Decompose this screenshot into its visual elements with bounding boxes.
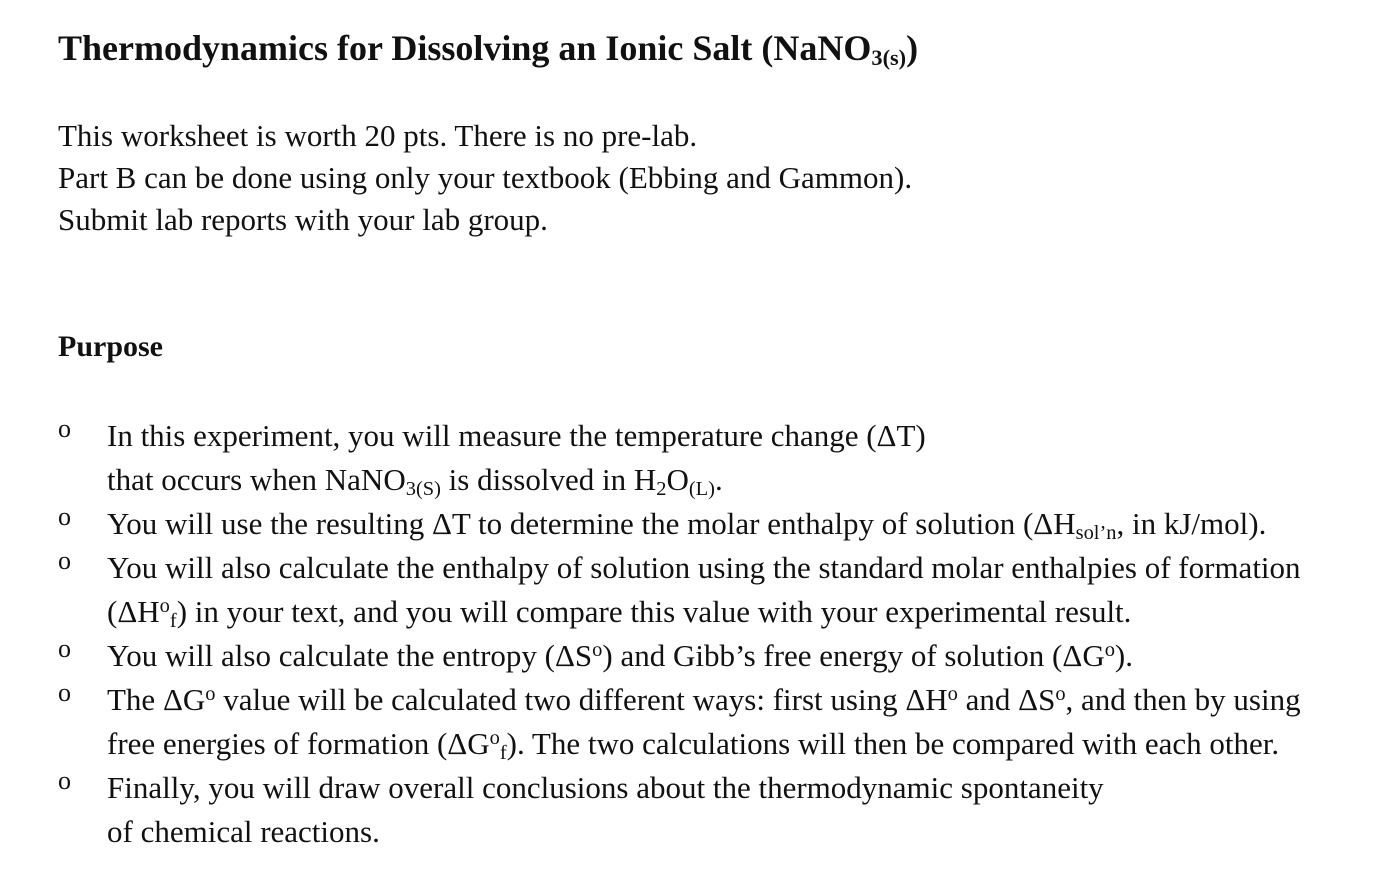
page-title xyxy=(58,24,918,72)
bullet-marker: o xyxy=(58,502,71,531)
item-line: that occurs when NaNO$_{3(S)}$ is dissolved in $H_2O_{(L)}$. xyxy=(107,462,723,501)
purpose-list xyxy=(58,414,1358,854)
purpose-item-enthalpy xyxy=(58,502,1358,546)
intro-line-points: This worksheet is worth 20 pts. There is no pre-lab. xyxy=(58,118,698,153)
purpose-item-measure xyxy=(58,414,1358,502)
purpose-item-entropy xyxy=(58,634,1358,678)
purpose-item-conclusions xyxy=(58,766,1358,854)
title-text: Thermodynamics for Dissolving an Ionic Salt (NaNO xyxy=(58,28,872,68)
intro-block xyxy=(58,115,912,241)
title-end: ) xyxy=(906,28,919,68)
item-line: In this experiment, you will measure the temperature change (ΔT) xyxy=(107,418,926,453)
intro-line-submit: Submit lab reports with your lab group. xyxy=(58,202,548,237)
item-line: The $\Delta G^o$ value will be calculated two different ways: first using $\Delta H^o$ and $\Delta S^o$, and then by using xyxy=(107,682,1301,717)
item-line: You will also calculate the enthalpy of solution using the standard molar enthalpies of formation xyxy=(107,550,1301,585)
bullet-marker: o xyxy=(58,766,71,795)
purpose-item-gibbs xyxy=(58,678,1358,766)
bullet-marker: o xyxy=(58,414,71,443)
bullet-marker: o xyxy=(58,546,71,575)
item-line: Finally, you will draw overall conclusions about the thermodynamic spontaneity xyxy=(107,770,1104,805)
purpose-heading: Purpose xyxy=(58,330,163,363)
item-line: $(\Delta H^o_f)$ in your text, and you will compare this value with your experimental result. xyxy=(107,594,1132,633)
purpose-item-formation xyxy=(58,546,1358,634)
item-line: You will use the resulting ΔT to determine the molar enthalpy of solution ($\Delta H_{sol’n}$, in kJ/mol). xyxy=(107,506,1267,545)
item-line: You will also calculate the entropy $(\Delta S^o)$ and Gibb’s free energy of solution $(\Delta G^o)$. xyxy=(107,638,1133,673)
bullet-marker: o xyxy=(58,678,71,707)
intro-line-part-b: Part B can be done using only your textbook (Ebbing and Gammon). xyxy=(58,160,913,195)
title-subscript: 3(s) xyxy=(871,44,907,70)
item-line: of chemical reactions. xyxy=(107,814,380,849)
item-line: free energies of formation $(\Delta G^o_f)$. The two calculations will then be compared with each other. xyxy=(107,726,1280,765)
bullet-marker: o xyxy=(58,634,71,663)
